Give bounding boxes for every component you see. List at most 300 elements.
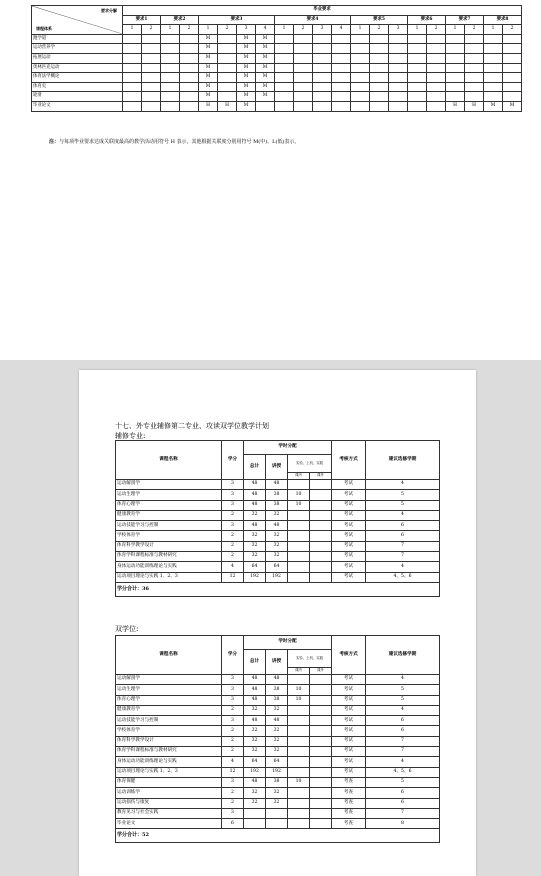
matrix-corner-cell xyxy=(32,6,123,35)
course-cell xyxy=(310,736,332,746)
matrix-cell xyxy=(180,34,199,44)
matrix-cell xyxy=(275,73,294,83)
requirement-sub: 2 xyxy=(427,25,446,35)
course-cell: 考试 xyxy=(332,552,366,562)
table-row xyxy=(116,695,440,705)
matrix-cell xyxy=(161,34,180,44)
course-cell: 4 xyxy=(222,562,244,572)
course-cell: 8 xyxy=(366,819,440,829)
matrix-header-row xyxy=(32,6,522,16)
course-cell xyxy=(310,490,332,500)
course-cell: 考试 xyxy=(332,510,366,520)
section-title: 十七、外专业辅修第二专业、攻读双学位教学计划 xyxy=(115,422,269,430)
course-cell xyxy=(310,705,332,715)
table-row xyxy=(116,716,440,726)
header-semester: 建议选修学期 xyxy=(366,636,440,675)
course-cell: 2 xyxy=(222,541,244,551)
header-hours: 学时分配 xyxy=(244,636,332,650)
course-cell xyxy=(244,808,266,818)
matrix-cell xyxy=(161,101,180,111)
matrix-cell xyxy=(370,101,389,111)
matrix-cell xyxy=(123,73,142,83)
course-cell: 48 xyxy=(266,521,288,531)
matrix-cell xyxy=(389,44,408,54)
table-row xyxy=(116,736,440,746)
course-cell xyxy=(288,757,310,767)
course-cell xyxy=(310,695,332,705)
matrix-cell xyxy=(370,44,389,54)
course-cell: 48 xyxy=(244,777,266,787)
matrix-cell xyxy=(427,53,446,63)
course-name: 运动技能学习与控制 xyxy=(116,716,222,726)
course-cell: 10 xyxy=(288,500,310,510)
matrix-cell xyxy=(465,82,484,92)
requirement-sub: 4 xyxy=(256,25,275,35)
matrix-cell xyxy=(446,34,465,44)
matrix-cell xyxy=(351,82,370,92)
course-cell: 2 xyxy=(222,705,244,715)
table-row xyxy=(116,490,440,500)
matrix-cell xyxy=(180,101,199,111)
course-cell: 10 xyxy=(288,777,310,787)
course-name: 身体运动功能训练理论与实践 xyxy=(116,562,222,572)
matrix-cell: M xyxy=(237,53,256,63)
matrix-cell xyxy=(294,92,313,102)
matrix-cell xyxy=(294,34,313,44)
matrix-cell xyxy=(142,101,161,111)
matrix-cell xyxy=(503,73,522,83)
matrix-cell xyxy=(351,101,370,111)
course-cell xyxy=(288,510,310,520)
course-cell xyxy=(310,716,332,726)
course-cell: 4 xyxy=(366,675,440,685)
course-cell xyxy=(288,541,310,551)
course-cell: 64 xyxy=(266,757,288,767)
course-cell: 考试 xyxy=(332,490,366,500)
matrix-cell xyxy=(427,73,446,83)
matrix-cell xyxy=(389,53,408,63)
course-cell: 2 xyxy=(222,798,244,808)
course-cell: 3 xyxy=(222,500,244,510)
course-cell: 5 xyxy=(366,490,440,500)
course-cell xyxy=(266,819,288,829)
matrix-cell xyxy=(427,101,446,111)
course-cell: 32 xyxy=(266,747,288,757)
matrix-cell xyxy=(123,101,142,111)
requirement-sub: 1 xyxy=(446,25,465,35)
course-cell: 5 xyxy=(366,685,440,695)
course-cell xyxy=(288,675,310,685)
matrix-cell xyxy=(161,82,180,92)
matrix-cell xyxy=(503,82,522,92)
table-row xyxy=(32,34,522,44)
course-cell xyxy=(310,521,332,531)
matrix-cell xyxy=(313,92,332,102)
requirement-sub: 2 xyxy=(503,25,522,35)
matrix-cell xyxy=(180,73,199,83)
course-cell: 2 xyxy=(222,510,244,520)
matrix-cell xyxy=(465,34,484,44)
course-cell: 38 xyxy=(266,777,288,787)
matrix-cell xyxy=(275,44,294,54)
matrix-cell xyxy=(332,92,351,102)
course-cell: 64 xyxy=(244,757,266,767)
course-name: 运动项目理论与实践 1、2、3 xyxy=(116,767,222,777)
course-cell: 7 xyxy=(366,552,440,562)
matrix-cell xyxy=(484,92,503,102)
matrix-cell xyxy=(142,73,161,83)
requirement-matrix-table xyxy=(31,5,522,112)
course-cell: 32 xyxy=(244,736,266,746)
total-cell xyxy=(116,582,440,596)
course-cell xyxy=(310,777,332,787)
matrix-cell xyxy=(427,63,446,73)
matrix-cell xyxy=(370,34,389,44)
course-cell xyxy=(266,808,288,818)
matrix-cell: M xyxy=(237,101,256,111)
course-cell: 4 xyxy=(366,757,440,767)
course-cell xyxy=(288,562,310,572)
matrix-cell: M xyxy=(237,63,256,73)
total-label: 学分合计： xyxy=(117,585,143,592)
requirement-group: 要求6 xyxy=(408,15,446,25)
matrix-cell xyxy=(408,53,427,63)
table-row xyxy=(32,63,522,73)
course-cell: 48 xyxy=(266,716,288,726)
course-name: 体育学科课程标准与教材研究 xyxy=(116,552,222,562)
course-name: 运动损伤与康复 xyxy=(116,798,222,808)
matrix-cell xyxy=(218,34,237,44)
matrix-cell xyxy=(503,53,522,63)
matrix-cell xyxy=(161,44,180,54)
course-cell: 32 xyxy=(244,747,266,757)
matrix-cell xyxy=(180,63,199,73)
matrix-cell xyxy=(275,82,294,92)
course-name: 运动生理学 xyxy=(116,685,222,695)
header-exam: 考核方式 xyxy=(332,441,366,480)
matrix-cell xyxy=(465,53,484,63)
course-name: 拓展运动 xyxy=(32,53,123,63)
course-cell: 考试 xyxy=(332,685,366,695)
table-row xyxy=(116,757,440,767)
course-cell: 6 xyxy=(366,521,440,531)
table-row xyxy=(32,44,522,54)
requirement-group: 要求4 xyxy=(275,15,351,25)
matrix-cell: M xyxy=(256,73,275,83)
total-value: 36 xyxy=(142,585,149,592)
matrix-cell xyxy=(351,73,370,83)
course-cell xyxy=(310,510,332,520)
matrix-cell xyxy=(503,63,522,73)
course-cell: 32 xyxy=(244,531,266,541)
course-cell: 考查 xyxy=(332,777,366,787)
course-cell: 10 xyxy=(288,695,310,705)
course-cell: 192 xyxy=(244,572,266,582)
requirement-sub: 3 xyxy=(389,25,408,35)
matrix-cell xyxy=(446,44,465,54)
matrix-cell: M xyxy=(237,73,256,83)
course-cell xyxy=(310,500,332,510)
matrix-cell xyxy=(389,101,408,111)
course-cell: 6 xyxy=(366,716,440,726)
course-cell: 32 xyxy=(266,736,288,746)
matrix-cell xyxy=(313,101,332,111)
requirement-sub: 1 xyxy=(199,25,218,35)
course-cell xyxy=(288,736,310,746)
table-row xyxy=(116,808,440,818)
matrix-cell xyxy=(218,44,237,54)
course-cell: 考试 xyxy=(332,531,366,541)
course-cell: 6 xyxy=(366,798,440,808)
matrix-cell xyxy=(218,53,237,63)
course-name: 运动技能学习与控制 xyxy=(116,521,222,531)
matrix-cell xyxy=(142,34,161,44)
matrix-cell xyxy=(427,82,446,92)
matrix-cell: M xyxy=(237,44,256,54)
course-cell: 3 xyxy=(222,490,244,500)
course-cell: 32 xyxy=(244,510,266,520)
table-row xyxy=(32,53,522,63)
table-row xyxy=(116,819,440,829)
matrix-cell: M xyxy=(199,73,218,83)
course-cell xyxy=(244,819,266,829)
table-row xyxy=(116,788,440,798)
course-cell: 48 xyxy=(244,490,266,500)
total-row xyxy=(116,829,440,843)
course-cell xyxy=(310,767,332,777)
course-cell xyxy=(310,675,332,685)
matrix-cell xyxy=(370,73,389,83)
matrix-cell xyxy=(123,82,142,92)
course-cell xyxy=(288,480,310,490)
matrix-cell xyxy=(446,82,465,92)
course-cell: 38 xyxy=(266,500,288,510)
matrix-cell xyxy=(332,34,351,44)
course-cell xyxy=(288,716,310,726)
header-inclass: 课内 xyxy=(288,668,310,675)
requirement-sub: 2 xyxy=(465,25,484,35)
table-row xyxy=(116,552,440,562)
course-name: 健康教育学 xyxy=(116,510,222,520)
course-name: 体育科学教学设计 xyxy=(116,736,222,746)
requirement-sub: 1 xyxy=(408,25,427,35)
course-cell: 6 xyxy=(366,726,440,736)
course-cell: 5 xyxy=(366,777,440,787)
course-cell: 7 xyxy=(366,808,440,818)
matrix-cell xyxy=(351,92,370,102)
matrix-cell xyxy=(465,73,484,83)
course-name: 教育见习与社会实践 xyxy=(116,808,222,818)
matrix-cell xyxy=(294,53,313,63)
matrix-cell xyxy=(484,63,503,73)
header-exam: 考核方式 xyxy=(332,636,366,675)
matrix-cell xyxy=(313,82,332,92)
course-name: 奥林匹克运动 xyxy=(32,63,123,73)
course-cell xyxy=(310,808,332,818)
table-row xyxy=(116,521,440,531)
course-cell: 6 xyxy=(366,788,440,798)
matrix-cell xyxy=(313,44,332,54)
header-credit: 学分 xyxy=(222,441,244,480)
corner-top-label: 要求分解 xyxy=(101,8,117,13)
course-cell: 考试 xyxy=(332,757,366,767)
matrix-cell: M xyxy=(199,63,218,73)
matrix-cell xyxy=(408,34,427,44)
course-cell: 7 xyxy=(366,541,440,551)
course-name: 体育心理学 xyxy=(116,695,222,705)
matrix-cell xyxy=(218,82,237,92)
matrix-cell xyxy=(427,34,446,44)
header-total: 总计 xyxy=(244,650,266,675)
matrix-cell: H xyxy=(199,101,218,111)
course-cell: 48 xyxy=(244,695,266,705)
course-cell: 48 xyxy=(244,480,266,490)
course-cell: 考试 xyxy=(332,500,366,510)
matrix-cell xyxy=(161,63,180,73)
table-row xyxy=(32,92,522,102)
course-cell: 考试 xyxy=(332,541,366,551)
matrix-cell xyxy=(389,34,408,44)
header-lecture: 讲授 xyxy=(266,455,288,480)
matrix-cell: M xyxy=(503,101,522,111)
course-cell: 192 xyxy=(266,767,288,777)
matrix-cell xyxy=(123,53,142,63)
course-cell xyxy=(310,798,332,808)
course-cell xyxy=(288,552,310,562)
course-cell: 2 xyxy=(222,747,244,757)
course-cell: 192 xyxy=(266,572,288,582)
course-cell: 10 xyxy=(288,685,310,695)
requirement-sub: 4 xyxy=(332,25,351,35)
requirement-sub: 1 xyxy=(275,25,294,35)
course-cell xyxy=(288,819,310,829)
matrix-cell: M xyxy=(237,82,256,92)
course-cell: 38 xyxy=(266,490,288,500)
table-row xyxy=(32,73,522,83)
header-credit: 学分 xyxy=(222,636,244,675)
matrix-cell xyxy=(142,82,161,92)
course-cell xyxy=(310,552,332,562)
matrix-cell xyxy=(446,63,465,73)
matrix-cell xyxy=(294,101,313,111)
matrix-cell xyxy=(408,63,427,73)
matrix-cell xyxy=(408,44,427,54)
requirement-sub: 3 xyxy=(237,25,256,35)
matrix-cell xyxy=(370,92,389,102)
matrix-cell xyxy=(351,63,370,73)
course-cell: 32 xyxy=(244,798,266,808)
course-cell: 32 xyxy=(266,798,288,808)
table-row xyxy=(116,747,440,757)
table-row xyxy=(116,675,440,685)
matrix-header-title: 毕业要求 xyxy=(123,6,522,16)
requirement-sub: 3 xyxy=(313,25,332,35)
course-cell: 48 xyxy=(244,521,266,531)
course-cell: 4、5、6 xyxy=(366,572,440,582)
matrix-cell xyxy=(161,73,180,83)
header-practice: 实验、上机、实践 xyxy=(288,650,332,668)
matrix-cell xyxy=(142,63,161,73)
course-cell xyxy=(310,572,332,582)
total-label: 学分合计： xyxy=(117,832,143,839)
matrix-cell xyxy=(351,44,370,54)
matrix-cell xyxy=(484,82,503,92)
matrix-cell xyxy=(408,73,427,83)
requirement-sub: 2 xyxy=(142,25,161,35)
table-row xyxy=(116,500,440,510)
course-cell: 48 xyxy=(244,685,266,695)
course-name: 学校体育学 xyxy=(116,531,222,541)
matrix-cell: M xyxy=(256,63,275,73)
header-semester: 建议选修学期 xyxy=(366,441,440,480)
course-cell: 考试 xyxy=(332,521,366,531)
matrix-cell xyxy=(408,101,427,111)
course-cell: 3 xyxy=(222,777,244,787)
course-cell: 3 xyxy=(222,716,244,726)
course-cell: 考试 xyxy=(332,695,366,705)
course-cell: 32 xyxy=(266,705,288,715)
matrix-cell xyxy=(446,73,465,83)
course-cell xyxy=(288,808,310,818)
course-name: 体育法学概论 xyxy=(32,73,123,83)
table-row xyxy=(32,82,522,92)
course-name: 运动项目理论与实践 1、2、3 xyxy=(116,572,222,582)
course-cell xyxy=(310,788,332,798)
matrix-cell xyxy=(465,44,484,54)
requirement-sub: 2 xyxy=(218,25,237,35)
matrix-cell: H xyxy=(218,101,237,111)
matrix-cell xyxy=(370,53,389,63)
matrix-cell xyxy=(294,73,313,83)
matrix-cell xyxy=(218,63,237,73)
matrix-cell: M xyxy=(256,82,275,92)
table-row xyxy=(116,705,440,715)
matrix-cell: H xyxy=(446,101,465,111)
matrix-cell xyxy=(294,82,313,92)
requirement-sub: 1 xyxy=(123,25,142,35)
matrix-cell: M xyxy=(199,34,218,44)
course-name: 健康教育学 xyxy=(116,705,222,715)
course-cell: 考试 xyxy=(332,572,366,582)
matrix-cell xyxy=(427,44,446,54)
course-cell: 48 xyxy=(244,675,266,685)
requirement-sub: 1 xyxy=(484,25,503,35)
matrix-cell xyxy=(123,44,142,54)
matrix-cell xyxy=(503,34,522,44)
course-cell: 考查 xyxy=(332,798,366,808)
matrix-cell xyxy=(465,92,484,102)
matrix-cell xyxy=(313,53,332,63)
course-cell xyxy=(288,798,310,808)
table-row xyxy=(116,480,440,490)
course-name: 运动训练学 xyxy=(116,788,222,798)
course-cell: 12 xyxy=(222,767,244,777)
course-cell: 6 xyxy=(366,531,440,541)
course-cell: 4 xyxy=(222,757,244,767)
course-cell: 10 xyxy=(288,490,310,500)
course-cell: 3 xyxy=(222,675,244,685)
course-cell: 考查 xyxy=(332,819,366,829)
course-cell: 考试 xyxy=(332,716,366,726)
requirement-sub: 2 xyxy=(370,25,389,35)
matrix-cell: M xyxy=(256,53,275,63)
matrix-cell xyxy=(332,44,351,54)
course-name: 身体运动功能训练理论与实践 xyxy=(116,757,222,767)
matrix-cell xyxy=(332,53,351,63)
header-row xyxy=(116,636,440,650)
course-cell xyxy=(288,788,310,798)
matrix-cell xyxy=(370,82,389,92)
